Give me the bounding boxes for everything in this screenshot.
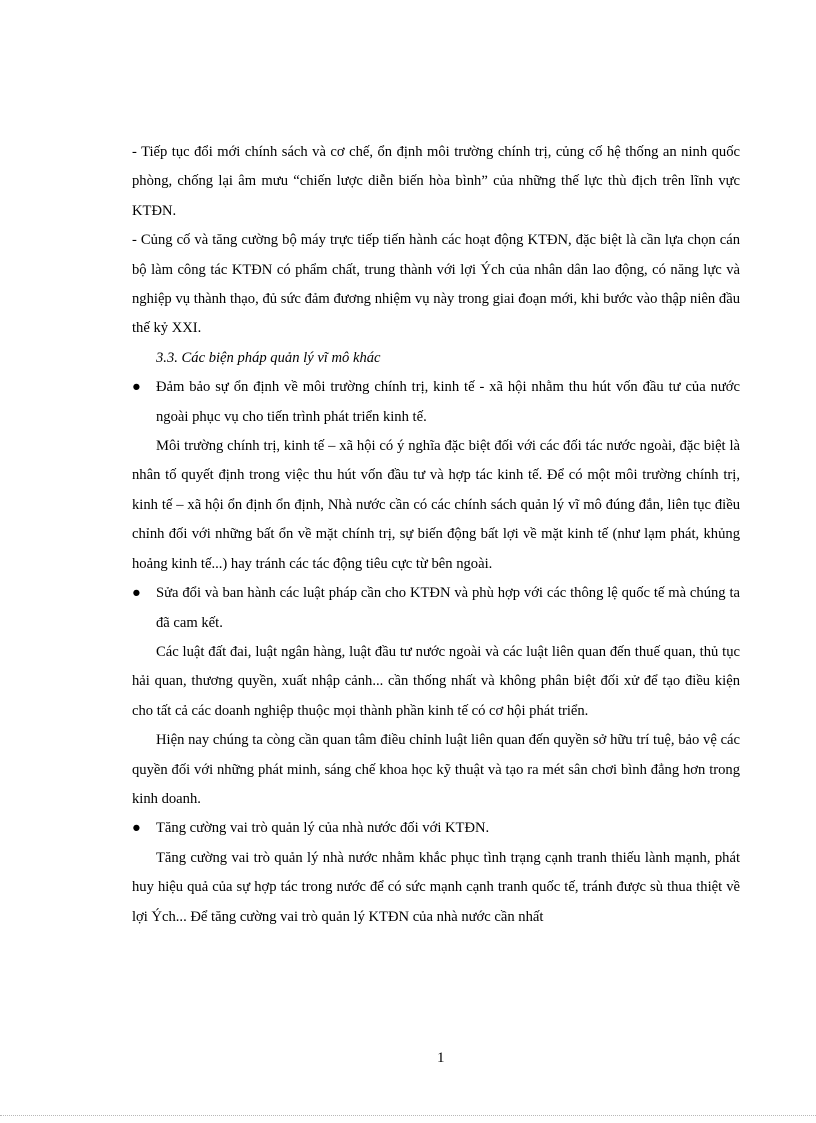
- section-heading: 3.3. Các biện pháp quản lý vĩ mô khác: [156, 349, 381, 366]
- document-body: [132, 138, 740, 932]
- bullet-icon: ●: [132, 379, 141, 396]
- bullet-icon: ●: [132, 820, 141, 837]
- bullet-item: [132, 814, 740, 843]
- paragraph: - Tiếp tục đổi mới chính sách và cơ chế, ổn định môi trường chính trị, củng cố hệ thống an ninh quốc phòng, chống lại âm mưu “chiến lược diễn biến hòa bình” của những thế lực thù địch trên lĩnh vực KTĐN.: [132, 144, 740, 219]
- bullet-text: Sửa đổi và ban hành các luật pháp cần cho KTĐN và phù hợp với các thông lệ quốc tế mà chúng ta đã cam kết.: [156, 585, 740, 631]
- bullet-item: [132, 579, 740, 638]
- paragraph: Môi trường chính trị, kinh tế – xã hội có ý nghĩa đặc biệt đối với các đối tác nước ngoài, đặc biệt là nhân tố quyết định trong việc thu hút vốn đầu tư và hợp tác kinh tế. Để có một môi trường chính trị, kinh tế – xã hội ổn định ổn định, Nhà nước cần có các chính sách quản lý vĩ mô đúng đắn, liên tục điều chỉnh đối với những bất ổn về mặt chính trị, sự biến động bất lợi về mặt kinh tế (như lạm phát, khủng hoảng kinh tế...) hay tránh các tác động tiêu cực từ bên ngoài.: [132, 438, 740, 572]
- bullet-item: [132, 373, 740, 432]
- paragraph: Các luật đất đai, luật ngân hàng, luật đầu tư nước ngoài và các luật liên quan đến thuế quan, thủ tục hải quan, thương quyền, xuất nhập cảnh... cần thống nhất và không phân biệt đối xử để tạo điều kiện cho tất cả các doanh nghiệp thuộc mọi thành phần kinh tế có cơ hội phát triển.: [132, 643, 740, 719]
- page-bottom-divider: [0, 1115, 816, 1116]
- paragraph: Tăng cường vai trò quản lý nhà nước nhằm khắc phục tình trạng cạnh tranh thiếu lành mạnh, phát huy hiệu quả của sự hợp tác trong nước để có sức mạnh cạnh tranh quốc tế, tránh được sù thua thiệt về lợi Ých... Để tăng cường vai trò quản lý KTĐN của nhà nước cần nhất: [132, 849, 740, 925]
- paragraph: Hiện nay chúng ta còng cần quan tâm điều chỉnh luật liên quan đến quyền sở hữu trí tuệ, bảo vệ các quyền đối với những phát minh, sáng chế khoa học kỹ thuật và tạo ra mét sân chơi bình đẳng hơn trong kinh doanh.: [132, 732, 740, 807]
- bullet-text: Tăng cường vai trò quản lý của nhà nước đối với KTĐN.: [156, 820, 490, 837]
- bullet-icon: ●: [132, 585, 141, 602]
- page-number: 1: [437, 1050, 445, 1066]
- bullet-text: Đảm bảo sự ổn định về môi trường chính trị, kinh tế - xã hội nhằm thu hút vốn đầu tư của nước ngoài phục vụ cho tiến trình phát triển kinh tế.: [156, 379, 740, 425]
- paragraph: - Củng cố và tăng cường bộ máy trực tiếp tiến hành các hoạt động KTĐN, đặc biệt là cần lựa chọn cán bộ làm công tác KTĐN có phẩm chất, trung thành với lợi Ých của nhân dân lao động, có năng lực và nghiệp vụ thành thạo, đủ sức đảm đương nhiệm vụ này trong giai đoạn mới, khi bước vào thập niên đầu thế kỷ XXI.: [132, 232, 740, 337]
